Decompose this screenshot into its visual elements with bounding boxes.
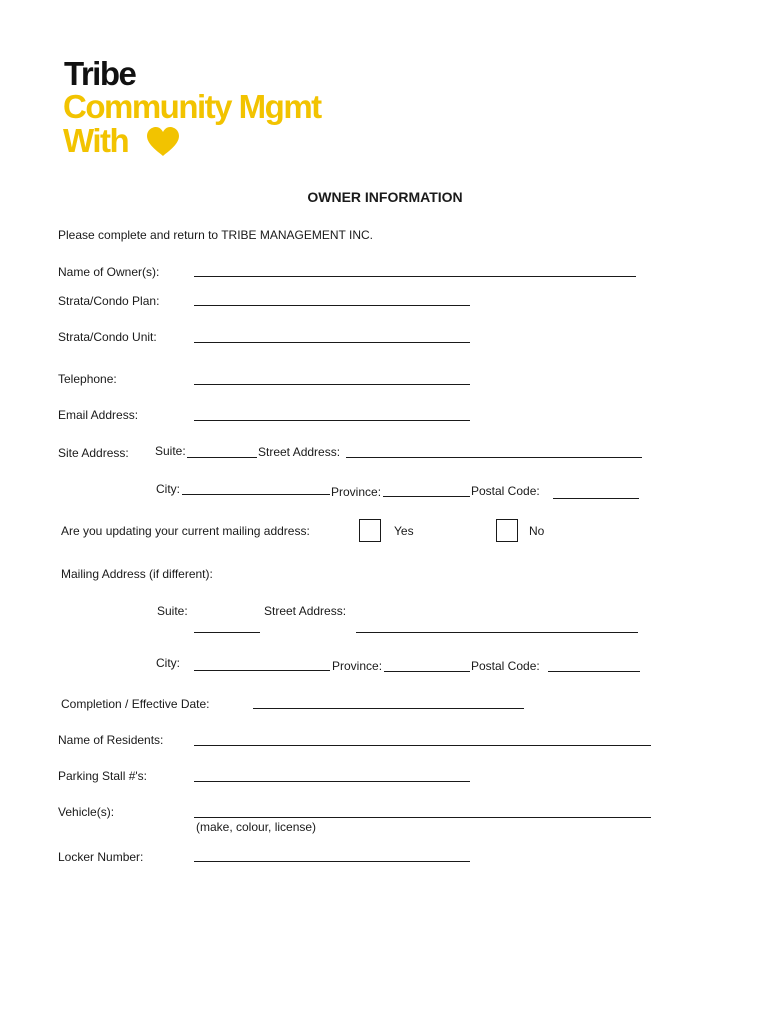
logo-with-text: With — [63, 122, 129, 159]
strata-plan-label: Strata/Condo Plan: — [58, 294, 160, 308]
strata-unit-field[interactable] — [194, 342, 470, 343]
mailing-province-field[interactable] — [384, 671, 470, 672]
effective-date-label: Completion / Effective Date: — [61, 697, 210, 711]
site-province-field[interactable] — [383, 496, 470, 497]
mailing-postal-field[interactable] — [548, 671, 640, 672]
effective-date-field[interactable] — [253, 708, 524, 709]
email-label: Email Address: — [58, 408, 139, 422]
site-postal-field[interactable] — [553, 498, 639, 499]
yes-label: Yes — [394, 524, 414, 538]
no-checkbox[interactable] — [496, 519, 518, 542]
yes-checkbox[interactable] — [359, 519, 381, 542]
mailing-postal-label: Postal Code: — [471, 659, 540, 673]
mailing-suite-field[interactable] — [194, 632, 260, 633]
mailing-update-question: Are you updating your current mailing address: — [61, 524, 310, 538]
mailing-city-field[interactable] — [194, 670, 330, 671]
mailing-suite-label: Suite: — [157, 604, 188, 618]
locker-field[interactable] — [194, 861, 470, 862]
email-field[interactable] — [194, 420, 470, 421]
mailing-province-label: Province: — [332, 659, 383, 673]
owner-name-label: Name of Owner(s): — [58, 265, 160, 279]
site-street-field[interactable] — [346, 457, 642, 458]
no-label: No — [529, 524, 545, 538]
telephone-field[interactable] — [194, 384, 470, 385]
owner-name-field[interactable] — [194, 276, 636, 277]
residents-field[interactable] — [194, 745, 651, 746]
site-suite-field[interactable] — [187, 457, 257, 458]
site-city-label: City: — [156, 482, 180, 496]
mailing-street-field[interactable] — [356, 632, 638, 633]
heart-icon — [146, 127, 180, 157]
instructions-text: Please complete and return to TRIBE MANAGEMENT INC. — [58, 228, 374, 242]
parking-label: Parking Stall #'s: — [58, 769, 147, 783]
vehicles-field[interactable] — [194, 817, 651, 818]
site-province-label: Province: — [331, 485, 382, 499]
strata-unit-label: Strata/Condo Unit: — [58, 330, 157, 344]
vehicles-hint: (make, colour, license) — [196, 820, 317, 834]
mailing-street-label: Street Address: — [264, 604, 347, 618]
site-street-label: Street Address: — [258, 445, 341, 459]
site-address-label: Site Address: — [58, 446, 129, 460]
parking-field[interactable] — [194, 781, 470, 782]
strata-plan-field[interactable] — [194, 305, 470, 306]
form-title: OWNER INFORMATION — [307, 189, 463, 205]
residents-label: Name of Residents: — [58, 733, 164, 747]
telephone-label: Telephone: — [58, 372, 117, 386]
site-city-field[interactable] — [182, 494, 330, 495]
vehicles-label: Vehicle(s): — [58, 805, 115, 819]
locker-label: Locker Number: — [58, 850, 144, 864]
mailing-city-label: City: — [156, 656, 180, 670]
logo-tribe-text: Tribe — [64, 55, 136, 92]
site-postal-label: Postal Code: — [471, 484, 540, 498]
mailing-address-label: Mailing Address (if different): — [61, 567, 213, 581]
site-suite-label: Suite: — [155, 444, 186, 458]
logo-community-text: Community Mgmt — [63, 88, 321, 125]
